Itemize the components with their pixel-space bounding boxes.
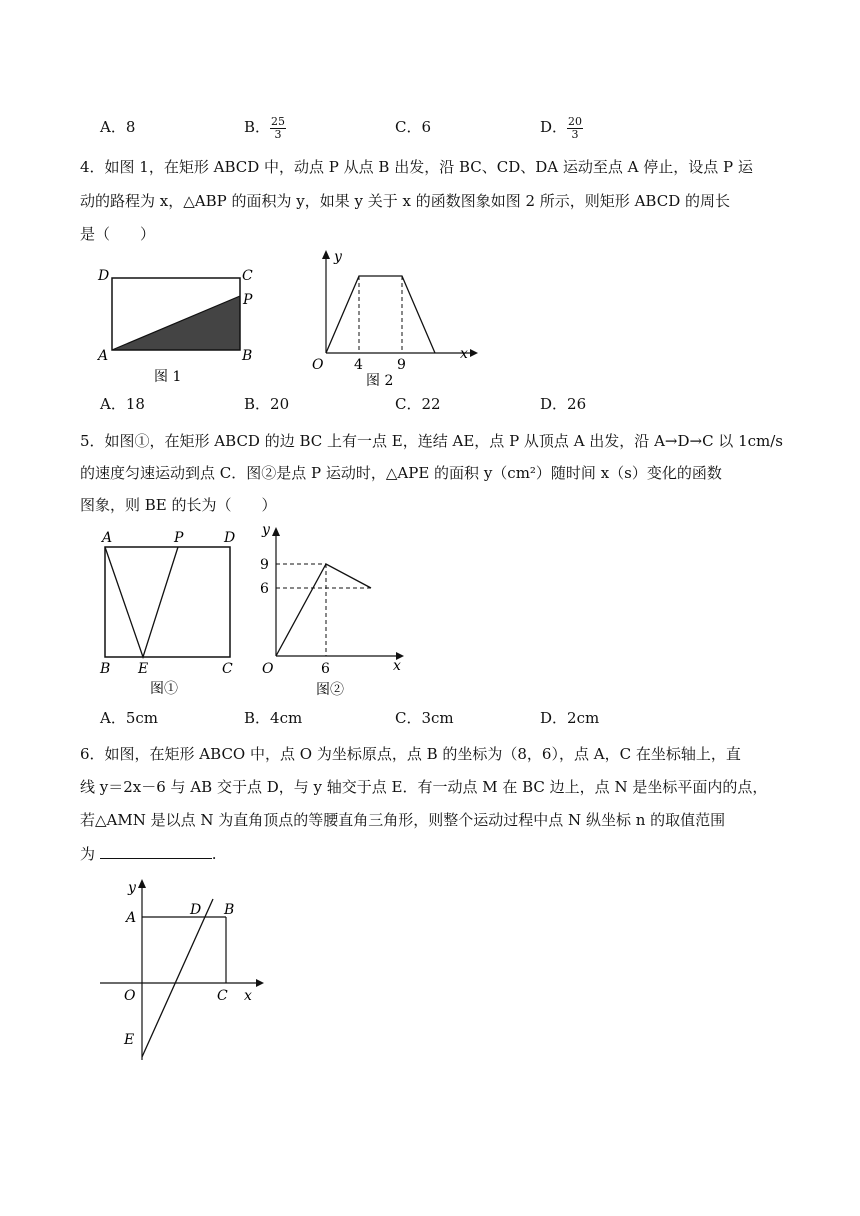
label-origin: O bbox=[312, 357, 324, 373]
q5-figure-1 bbox=[92, 525, 252, 700]
label-a: A bbox=[126, 910, 137, 926]
label-x: x bbox=[393, 658, 401, 674]
tick-9: 9 bbox=[397, 357, 406, 373]
y-axis-arrow bbox=[272, 527, 280, 536]
q4-option-a: A．18 bbox=[100, 395, 145, 413]
fraction bbox=[270, 116, 286, 141]
label-e: E bbox=[138, 661, 149, 677]
answer-blank[interactable] bbox=[100, 840, 212, 859]
label-x: x bbox=[460, 346, 468, 362]
q4-line-2: 动的路程为 x，△ABP 的面积为 y，如果 y 关于 x 的函数图象如图 2 所示，则矩形 ABCD 的周长 bbox=[80, 192, 730, 210]
label-y: y bbox=[334, 249, 342, 265]
denominator: 3 bbox=[274, 127, 282, 141]
label-x: x bbox=[244, 988, 252, 1004]
function-graph bbox=[276, 564, 371, 656]
label-p: P bbox=[243, 292, 253, 308]
label-c: C bbox=[217, 988, 228, 1004]
label-origin: O bbox=[262, 661, 274, 677]
x-axis-arrow bbox=[470, 349, 478, 357]
y-axis-arrow bbox=[138, 879, 146, 888]
figure-caption: 图 1 bbox=[154, 369, 182, 385]
label-y: y bbox=[262, 522, 270, 538]
q4-line-1: 4．如图 1，在矩形 ABCD 中，动点 P 从点 B 出发，沿 BC、CD、DA 运动至点 A 停止，设点 P 运 bbox=[80, 158, 753, 176]
y-axis-arrow bbox=[322, 250, 330, 259]
tick-y-6: 6 bbox=[260, 581, 269, 597]
q4-line-3: 是（ ） bbox=[80, 225, 156, 243]
q4-figure-1 bbox=[90, 258, 270, 388]
q4-option-d: D．26 bbox=[540, 395, 587, 413]
label-b: B bbox=[242, 348, 253, 364]
q3-option-c: C．6 bbox=[395, 118, 432, 136]
denominator: 3 bbox=[571, 127, 579, 141]
line-y-2x-6 bbox=[142, 899, 213, 1057]
q6-last-prefix: 为 bbox=[80, 845, 96, 863]
x-axis-arrow bbox=[256, 979, 264, 987]
q3-option-d-prefix: D． bbox=[540, 118, 568, 136]
q3-option-b-prefix: B． bbox=[244, 118, 271, 136]
q6-line-4 bbox=[80, 840, 780, 868]
label-a: A bbox=[98, 348, 109, 364]
label-b: B bbox=[100, 661, 111, 677]
tick-4: 4 bbox=[354, 357, 363, 373]
label-d: D bbox=[190, 902, 202, 918]
q5-line-2: 的速度匀速运动到点 C．图②是点 P 运动时，△APE 的面积 y（cm²）随时间 x（s）变化的函数 bbox=[80, 464, 722, 482]
label-a: A bbox=[102, 530, 113, 546]
fraction bbox=[567, 116, 583, 141]
figure-caption: 图① bbox=[150, 681, 178, 697]
q5-option-b: B．4cm bbox=[244, 709, 303, 727]
label-e: E bbox=[124, 1032, 135, 1048]
q6-figure bbox=[92, 872, 272, 1067]
figure-caption: 图 2 bbox=[366, 373, 394, 389]
q6-line-2: 线 y＝2x－6 与 AB 交于点 D，与 y 轴交于点 E．有一动点 M 在 BC 边上，点 N 是坐标平面内的点， bbox=[80, 778, 768, 796]
q4-option-b: B．20 bbox=[244, 395, 290, 413]
function-graph bbox=[326, 276, 435, 353]
tick-y-9: 9 bbox=[260, 557, 269, 573]
q5-option-a: A．5cm bbox=[100, 709, 159, 727]
q5-option-d: D．2cm bbox=[540, 709, 600, 727]
q6-line-3: 若△AMN 是以点 N 为直角顶点的等腰直角三角形，则整个运动过程中点 N 纵坐标 n 的取值范围 bbox=[80, 811, 726, 829]
numerator: 25 bbox=[271, 114, 286, 128]
q6-line-1: 6．如图，在矩形 ABCO 中，点 O 为坐标原点，点 B 的坐标为（8，6），点 A，C 在坐标轴上，直 bbox=[80, 745, 741, 763]
label-p: P bbox=[174, 530, 184, 546]
label-origin: O bbox=[124, 988, 136, 1004]
q3-option-a: A．8 bbox=[100, 118, 136, 136]
q5-figure-2 bbox=[258, 520, 418, 700]
label-c: C bbox=[242, 268, 253, 284]
q4-option-c: C．22 bbox=[395, 395, 441, 413]
q3-option-d bbox=[540, 113, 583, 141]
q3-option-b bbox=[244, 113, 286, 141]
q6-last-suffix: . bbox=[211, 845, 217, 863]
q4-figure-2 bbox=[290, 245, 490, 390]
label-y: y bbox=[128, 880, 136, 896]
triangle-ape bbox=[105, 547, 178, 657]
label-d: D bbox=[224, 530, 236, 546]
q5-option-c: C．3cm bbox=[395, 709, 454, 727]
numerator: 20 bbox=[568, 114, 583, 128]
label-b: B bbox=[224, 902, 235, 918]
label-c: C bbox=[222, 661, 233, 677]
q5-line-3: 图象，则 BE 的长为（ ） bbox=[80, 496, 277, 514]
tick-x-6: 6 bbox=[321, 661, 330, 677]
figure-caption: 图② bbox=[316, 682, 344, 698]
label-d: D bbox=[98, 268, 110, 284]
q5-line-1: 5．如图①，在矩形 ABCD 的边 BC 上有一点 E，连结 AE，点 P 从顶点 A 出发，沿 A→D→C 以 1cm/s bbox=[80, 432, 783, 450]
